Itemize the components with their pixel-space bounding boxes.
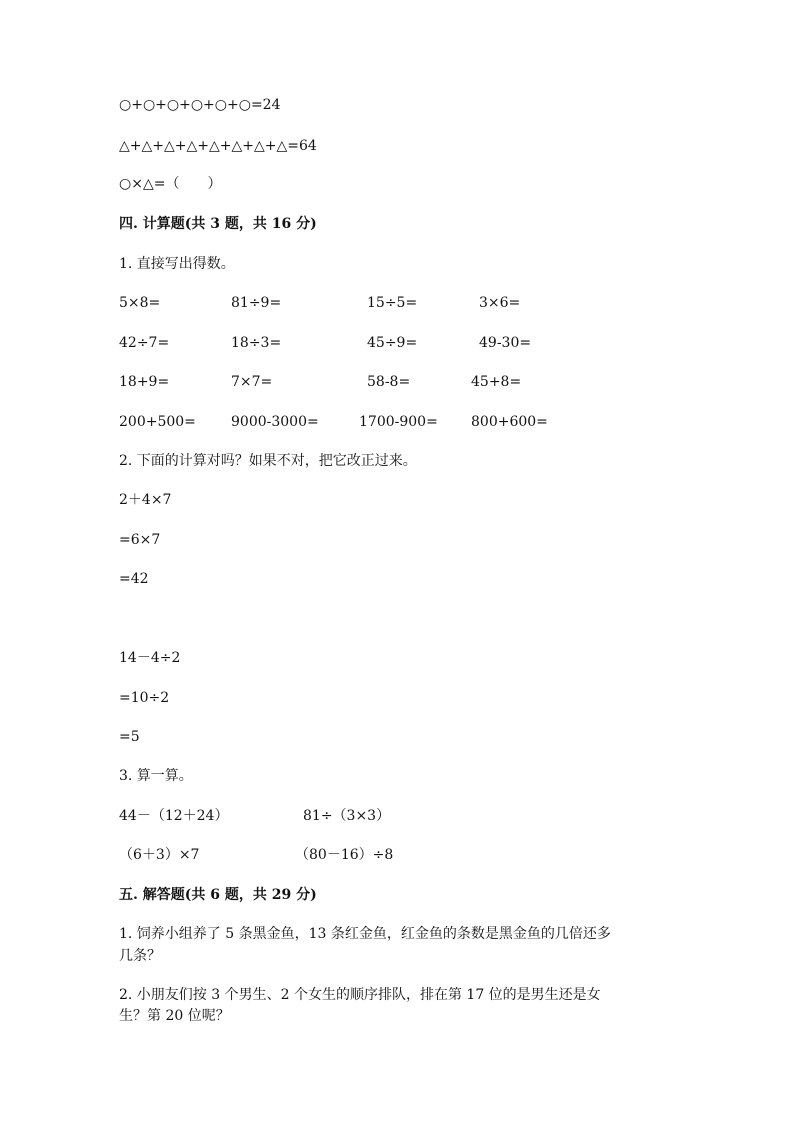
mental-math-item: 9000-3000= bbox=[231, 414, 319, 430]
mental-math-item: 45+8= bbox=[471, 374, 522, 390]
mental-math-item: 58-8= bbox=[367, 374, 411, 390]
mental-math-item: 42÷7= bbox=[119, 335, 170, 351]
word-problem-2-line-2: 生？第 20 位呢？ bbox=[119, 1008, 230, 1024]
check-b-line-1: 14－4÷2 bbox=[119, 650, 181, 666]
mental-math-item: 45÷9= bbox=[367, 335, 418, 351]
mental-math-item: 81÷9= bbox=[231, 295, 282, 311]
product-blank: ○×△=（ ） bbox=[119, 176, 222, 192]
mental-math-item: 7×7= bbox=[231, 374, 273, 390]
circle-equation: ○+○+○+○+○+○=24 bbox=[119, 97, 281, 113]
word-problem-1-line-1: 1. 饲养小组养了 5 条黑金鱼，13 条红金鱼，红金鱼的条数是黑金鱼的几倍还多 bbox=[119, 926, 611, 942]
check-a-line-2: =6×7 bbox=[119, 532, 161, 548]
calc-item: （80－16）÷8 bbox=[295, 847, 394, 863]
section-5-heading: 五. 解答题(共 6 题，共 29 分) bbox=[119, 887, 317, 903]
mental-math-item: 1700-900= bbox=[359, 414, 438, 430]
mental-math-item: 200+500= bbox=[119, 414, 196, 430]
calc-item: 81÷（3×3） bbox=[303, 808, 391, 824]
mental-math-item: 49-30= bbox=[479, 335, 532, 351]
q2-title: 2. 下面的计算对吗？如果不对，把它改正过来。 bbox=[119, 453, 417, 469]
mental-math-item: 800+600= bbox=[471, 414, 548, 430]
triangle-equation: △+△+△+△+△+△+△+△=64 bbox=[119, 138, 317, 154]
mental-math-item: 18÷3= bbox=[231, 335, 282, 351]
calc-item: （6＋3）×7 bbox=[119, 847, 200, 863]
check-b-line-2: =10÷2 bbox=[119, 690, 170, 706]
check-a-line-1: 2＋4×7 bbox=[119, 492, 172, 508]
check-a-line-3: =42 bbox=[119, 571, 149, 587]
mental-math-item: 18+9= bbox=[119, 374, 170, 390]
mental-math-item: 5×8= bbox=[119, 295, 161, 311]
mental-math-item: 3×6= bbox=[479, 295, 521, 311]
calc-item: 44－（12＋24） bbox=[119, 808, 229, 824]
mental-math-item: 15÷5= bbox=[367, 295, 418, 311]
q1-title: 1. 直接写出得数。 bbox=[119, 256, 235, 272]
q3-title: 3. 算一算。 bbox=[119, 768, 193, 784]
section-4-heading: 四. 计算题(共 3 题，共 16 分) bbox=[119, 216, 317, 232]
word-problem-2-line-1: 2. 小朋友们按 3 个男生、2 个女生的顺序排队，排在第 17 位的是男生还是女 bbox=[119, 987, 601, 1003]
check-b-line-3: =5 bbox=[119, 729, 140, 745]
word-problem-1-line-2: 几条？ bbox=[119, 948, 161, 964]
